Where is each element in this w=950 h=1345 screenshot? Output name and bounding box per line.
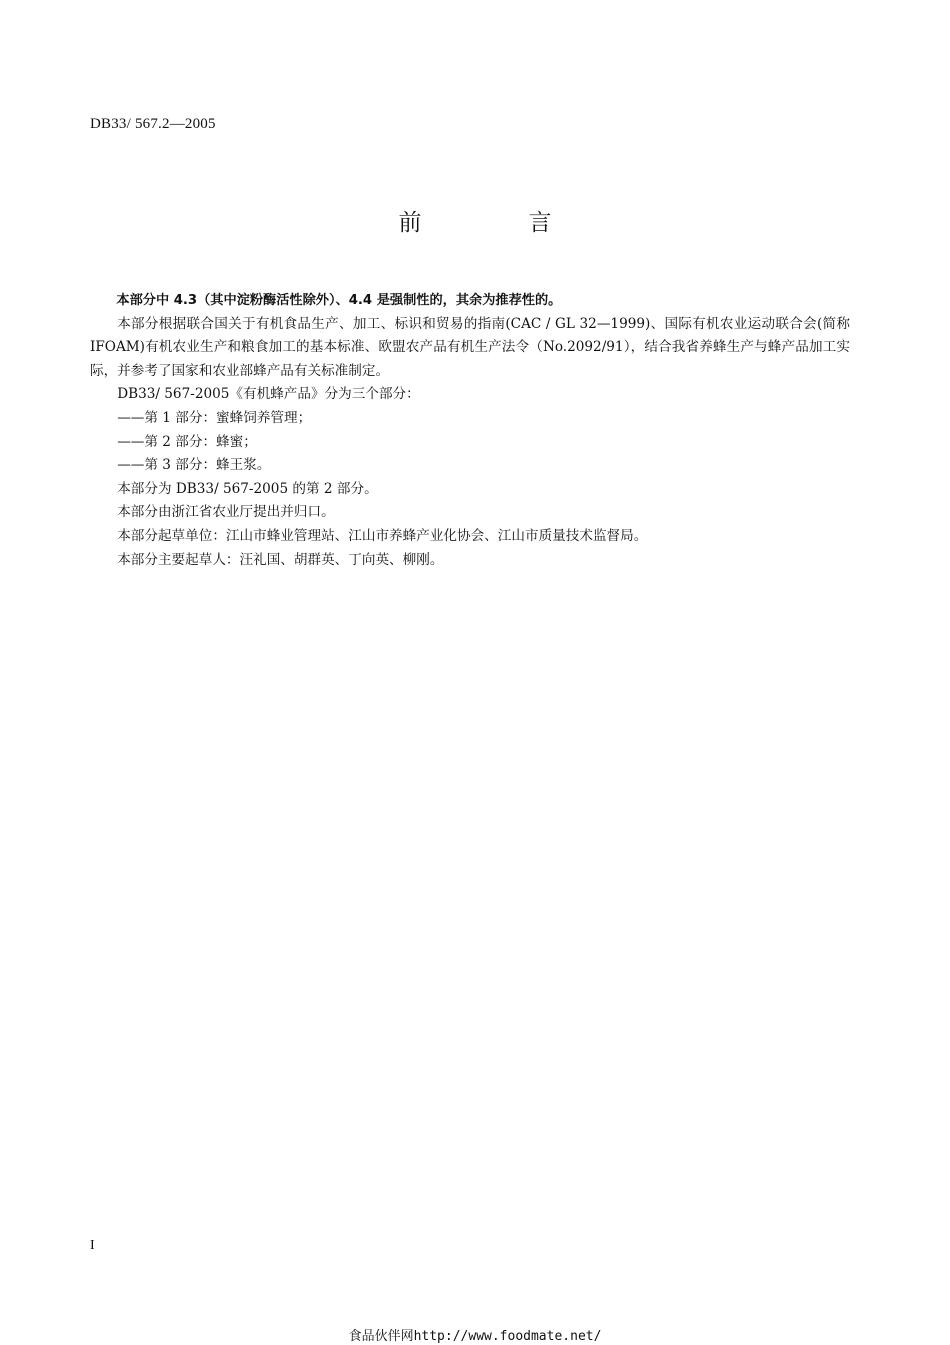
basis-paragraph: 本部分根据联合国关于有机食品生产、加工、标识和贸易的指南(CAC / GL 32—1999)、国际有机农业运动联合会(简称 IFOAM)有机农业生产和粮食加工的基本标准、欧盟农产品有机生产法令（No.2092/91），结合我省养蜂生产与蜂产品加工实际，并参考了国家和农业部蜂产品有关标准制定。 [90, 315, 850, 379]
footer-watermark: 食品伙伴网http://www.foodmate.net/ [348, 1329, 602, 1344]
parts-intro-paragraph: DB33/ 567-2005《有机蜂产品》分为三个部分： [117, 386, 420, 403]
this-part-paragraph: 本部分为 DB33/ 567-2005 的第 2 部分。 [117, 480, 378, 497]
part-1-item: ——第 1 部分：蜜蜂饲养管理； [117, 409, 312, 426]
document-code: DB33/ 567.2—2005 [90, 116, 216, 132]
page-title: 前 言 [398, 210, 594, 236]
mandatory-clause-paragraph: 本部分中 4.3（其中淀粉酶活性除外）、4.4 是强制性的，其余为推荐性的。 [116, 293, 562, 308]
part-2-item: ——第 2 部分：蜂蜜； [117, 433, 257, 450]
drafters-paragraph: 本部分主要起草人：汪礼国、胡群英、丁向英、柳刚。 [117, 551, 444, 568]
proposer-paragraph: 本部分由浙江省农业厅提出并归口。 [117, 504, 335, 521]
foreword-body [90, 289, 850, 572]
part-3-item: ——第 3 部分：蜂王浆。 [117, 457, 271, 474]
drafting-units-paragraph: 本部分起草单位：江山市蜂业管理站、江山市养蜂产业化协会、江山市质量技术监督局。 [117, 527, 648, 544]
page-number: I [90, 1238, 95, 1253]
